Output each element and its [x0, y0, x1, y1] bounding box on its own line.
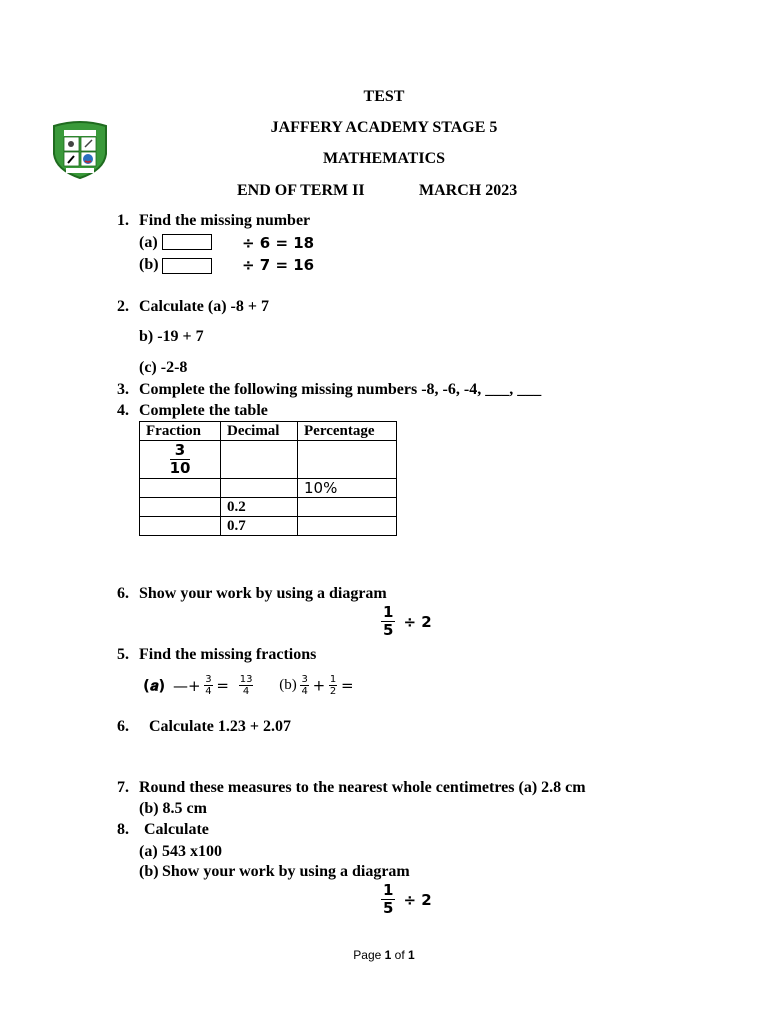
table-cell-decimal: 0.2 — [221, 498, 298, 517]
page-number — [0, 948, 768, 962]
table-cell-fraction — [140, 441, 221, 479]
table-row — [140, 498, 397, 517]
q2-text: Calculate (a) -8 + 7 — [139, 298, 269, 315]
fraction-numerator: 1 — [383, 881, 394, 899]
q5b-label: (b) — [279, 677, 297, 693]
table-cell-fraction[interactable] — [140, 479, 221, 498]
q8a-label: (a) — [139, 843, 158, 860]
fraction — [239, 674, 254, 697]
equals: = — [341, 676, 354, 695]
q6b-text: Calculate 1.23 + 2.07 — [149, 718, 291, 735]
table-cell-decimal[interactable] — [221, 479, 298, 498]
fraction-denominator: 4 — [301, 686, 308, 697]
q5-expressions — [143, 674, 354, 697]
fraction — [204, 674, 212, 697]
fraction — [300, 674, 308, 697]
q1-text: Find the missing number — [139, 212, 311, 229]
q1b-label: (b) — [139, 256, 159, 273]
fraction-numerator: 13 — [239, 674, 253, 685]
q8a-text: 543 x100 — [162, 843, 222, 860]
q5a-blank: —+ — [172, 676, 201, 695]
fraction-denominator: 10 — [169, 459, 191, 477]
q8b-text: Show your work by using a diagram — [162, 863, 410, 880]
q8b-expression — [381, 882, 432, 917]
page-current: 1 — [384, 948, 392, 962]
page-total: 1 — [408, 948, 415, 962]
q5a-label: (𝒂) — [143, 676, 166, 695]
q2b-text: b) -19 + 7 — [139, 328, 204, 345]
q4-number: 4. — [117, 402, 129, 419]
table-cell-percentage[interactable] — [298, 498, 397, 517]
conversion-table — [139, 421, 397, 536]
q5-text: Find the missing fractions — [139, 646, 317, 663]
q7-text: Round these measures to the nearest whole centimetres (a) 2.8 cm — [139, 779, 586, 796]
fraction — [381, 882, 395, 917]
table-cell-percentage[interactable] — [298, 441, 397, 479]
table-cell-decimal: 0.7 — [221, 517, 298, 536]
fraction-denominator: 4 — [205, 686, 212, 697]
q1b-expression: ÷ 7 = 16 — [242, 256, 315, 274]
test-title: TEST — [363, 88, 405, 105]
q6a-number: 6. — [117, 585, 129, 602]
q8-number: 8. — [117, 821, 129, 838]
fraction-denominator: 4 — [242, 686, 250, 697]
fraction-numerator: 3 — [301, 674, 308, 685]
plus: + — [312, 676, 326, 695]
q6a-text: Show your work by using a diagram — [139, 585, 387, 602]
table-header: Fraction — [140, 422, 221, 441]
fraction — [170, 442, 191, 477]
operator: ÷ 2 — [403, 612, 432, 631]
equals: = — [216, 676, 229, 695]
q7b-text: (b) 8.5 cm — [139, 800, 207, 817]
q3-number: 3. — [117, 381, 129, 398]
q1b-answer-box[interactable] — [162, 258, 212, 274]
subject-title: MATHEMATICS — [322, 150, 446, 167]
q6a-expression — [381, 604, 432, 639]
table-cell-decimal[interactable] — [221, 441, 298, 479]
q7-number: 7. — [117, 779, 129, 796]
table-cell-percentage: 10% — [298, 479, 397, 498]
table-header-row — [140, 422, 397, 441]
fraction-denominator: 5 — [383, 899, 394, 917]
q2c-text: (c) -2-8 — [139, 359, 188, 376]
fraction-denominator: 5 — [383, 621, 394, 639]
q1-number: 1. — [117, 212, 129, 229]
q4-text: Complete the table — [139, 402, 268, 419]
date-label: MARCH 2023 — [419, 182, 518, 199]
page-prefix: Page — [353, 948, 385, 962]
table-header: Percentage — [298, 422, 397, 441]
fraction — [329, 674, 337, 697]
q3-text: Complete the following missing numbers -8, -6, -4, ___, ___ — [139, 381, 542, 398]
school-name: JAFFERY ACADEMY STAGE 5 — [270, 119, 498, 136]
q8-text: Calculate — [144, 821, 209, 838]
table-cell-fraction[interactable] — [140, 517, 221, 536]
table-row — [140, 517, 397, 536]
q1a-expression: ÷ 6 = 18 — [242, 234, 315, 252]
q8b-label: (b) — [139, 863, 159, 880]
table-cell-percentage[interactable] — [298, 517, 397, 536]
q1a-answer-box[interactable] — [162, 234, 212, 250]
fraction-numerator: 3 — [205, 674, 212, 685]
fraction-denominator: 2 — [329, 686, 337, 697]
q2-number: 2. — [117, 298, 129, 315]
fraction-numerator: 3 — [170, 442, 191, 460]
table-row — [140, 441, 397, 479]
table-row — [140, 479, 397, 498]
fraction-numerator: 1 — [329, 674, 337, 685]
page-of: of — [391, 948, 409, 962]
q6b-number: 6. — [117, 718, 129, 735]
fraction-numerator: 1 — [383, 603, 394, 621]
fraction — [381, 604, 395, 639]
operator: ÷ 2 — [403, 890, 432, 909]
q1a-label: (a) — [139, 234, 158, 251]
term-label: END OF TERM II — [237, 182, 365, 199]
table-cell-fraction[interactable] — [140, 498, 221, 517]
q5-number: 5. — [117, 646, 129, 663]
table-header: Decimal — [221, 422, 298, 441]
